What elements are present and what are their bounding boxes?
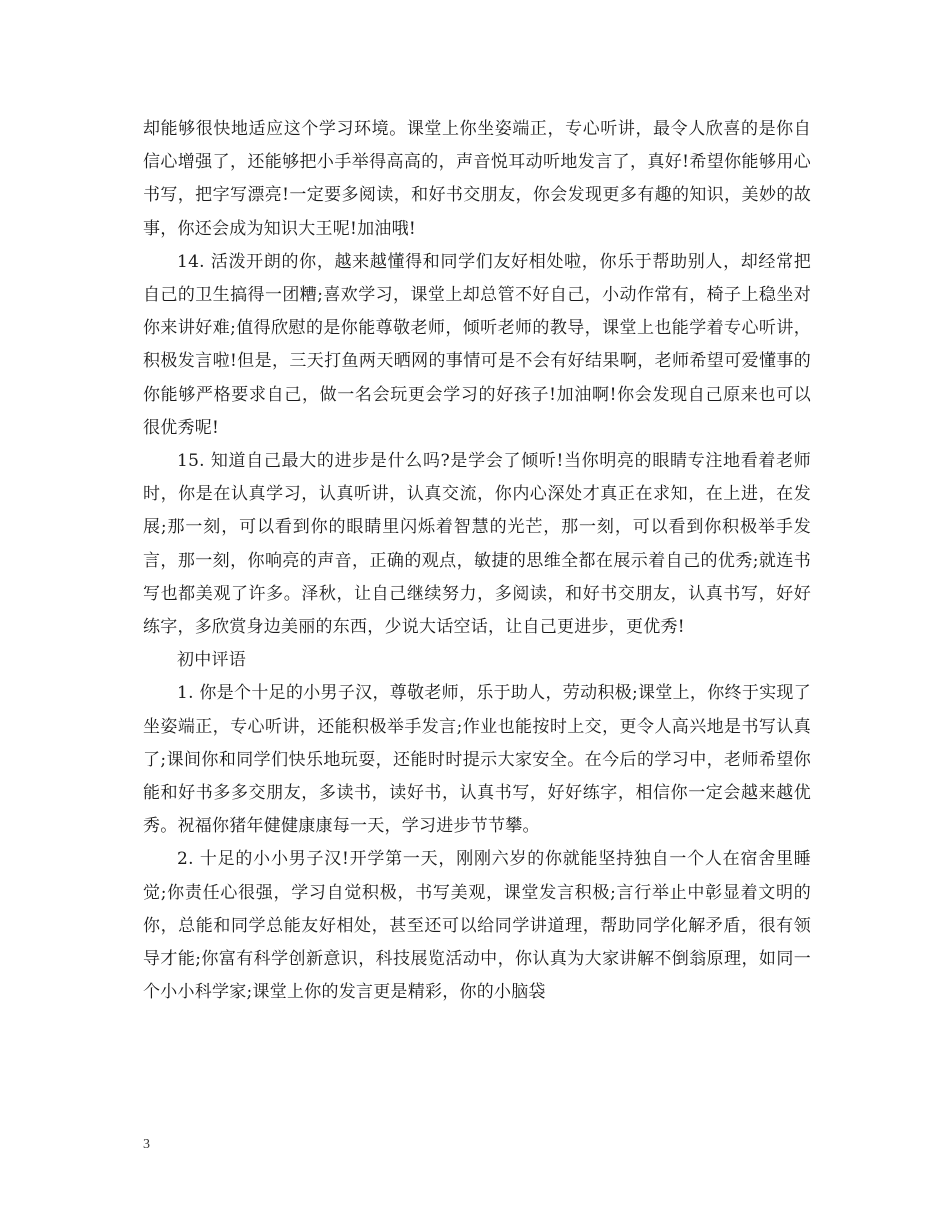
paragraph-comment-2: 2. 十足的小小男子汉!开学第一天，刚刚六岁的你就能坚持独自一个人在宿舍里睡觉;你责任心很强，学习自觉积极，书写美观，课堂发言积极;言行举止中彰显着文明的你，总能和同学总能友好相处，甚至还可以给同学讲道理，帮助同学化解矛盾，很有领导才能;你富有科学创新意识，科技展览活动中，你认真为大家讲解不倒翁原理，如同一个小小科学家;课堂上你的发言更是精彩，你的小脑袋 — [143, 849, 811, 1003]
page-number: 3 — [143, 1137, 150, 1152]
section-heading: 初中评语 — [177, 650, 246, 671]
paragraph-continuation: 却能够很快地适应这个学习环境。课堂上你坐姿端正，专心听讲，最令人欣喜的是你自信心增强了，还能够把小手举得高高的，声音悦耳动听地发言了，真好!希望你能够用心书写，把字写漂亮!一定要多阅读，和好书交朋友，你会发现更多有趣的知识，美妙的故事，你还会成为知识大王呢!加油哦! — [143, 119, 811, 239]
paragraph-comment-1: 1. 你是个十足的小男子汉，尊敬老师，乐于助人，劳动积极;课堂上，你终于实现了坐姿端正，专心听讲，还能积极举手发言;作业也能按时上交，更令人高兴地是书写认真了;课间你和同学们快乐地玩耍，还能时时提示大家安全。在今后的学习中，老师希望你能和好书多多交朋友，多读书，读好书，认真书写，好好练字，相信你一定会越来越优秀。祝福你猪年健健康康每一天，学习进步节节攀。 — [143, 683, 811, 837]
paragraph-comment-15: 15. 知道自己最大的进步是什么吗?是学会了倾听!当你明亮的眼睛专注地看着老师时，你是在认真学习，认真听讲，认真交流，你内心深处才真正在求知，在上进，在发展;那一刻，可以看到你的眼睛里闪烁着智慧的光芒，那一刻，可以看到你积极举手发言，那一刻，你响亮的声音，正确的观点，敏捷的思维全都在展示着自己的优秀;就连书写也都美观了许多。泽秋，让自己继续努力，多阅读，和好书交朋友，认真书写，好好练字，多欣赏身边美丽的东西，少说大话空话，让自己更进步，更优秀! — [143, 451, 811, 638]
document-body — [143, 113, 811, 1009]
paragraph-comment-14: 14. 活泼开朗的你，越来越懂得和同学们友好相处啦，你乐于帮助别人，却经常把自己的卫生搞得一团糟;喜欢学习，课堂上却总管不好自己，小动作常有，椅子上稳坐对你来讲好难;值得欣慰的是你能尊敬老师，倾听老师的教导，课堂上也能学着专心听讲，积极发言啦!但是，三天打鱼两天晒网的事情可是不会有好结果啊，老师希望可爱懂事的你能够严格要求自己，做一名会玩更会学习的好孩子!加油啊!你会发现自己原来也可以很优秀呢! — [143, 251, 811, 438]
